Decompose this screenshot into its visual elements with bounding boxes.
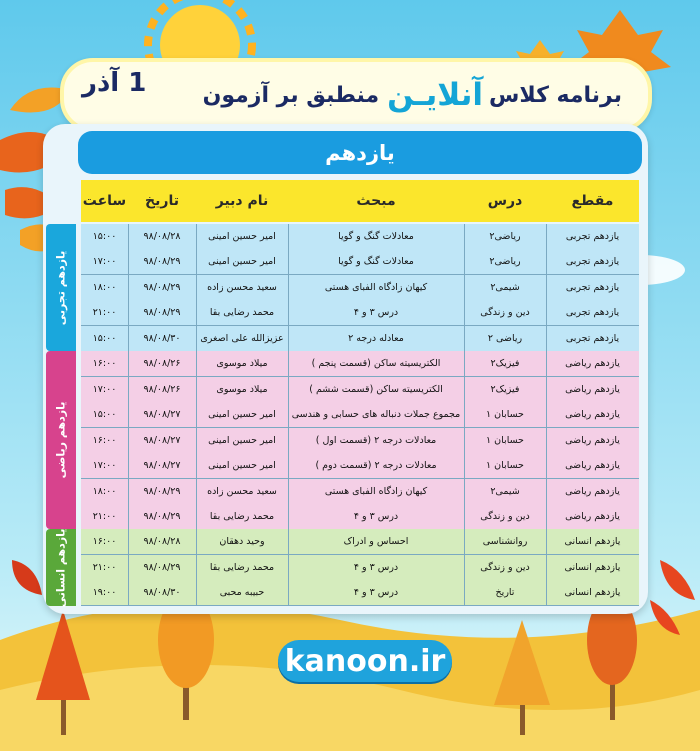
cell-topic: کیهان زادگاه الفبای هستی: [324, 485, 428, 497]
column-divider: [288, 275, 289, 300]
cell-topic: احساس و ادراک: [343, 536, 409, 548]
column-divider: [464, 351, 465, 376]
cell-date: ۹۸/۰۸/۲۹: [143, 561, 181, 573]
cell-section: یازدهم انسانی: [564, 561, 621, 573]
column-divider: [128, 479, 129, 504]
column-divider: [288, 453, 289, 478]
cell-lesson: دین و زندگی: [480, 561, 530, 573]
cell-section: یازدهم ریاضی: [565, 409, 620, 421]
column-divider: [464, 580, 465, 605]
column-divider: [196, 300, 197, 325]
cell-lesson: فیزیک۲: [490, 358, 520, 370]
column-divider: [546, 377, 547, 402]
cell-time: ۲۱:۰۰: [92, 307, 117, 319]
title-date: 1 آذر: [82, 68, 147, 98]
cell-time: ۱۸:۰۰: [92, 485, 117, 497]
header-time: ساعت: [82, 193, 127, 209]
cell-teacher: امیر حسین امینی: [208, 460, 276, 472]
cell-teacher: سعید محسن زاده: [207, 281, 277, 293]
cell-topic: الکتریسیته ساکن (قسمت ششم ): [309, 383, 443, 395]
column-divider: [128, 351, 129, 376]
cell-teacher: عزیزالله علی اصغری: [200, 332, 284, 344]
column-divider: [464, 402, 465, 427]
table-row: [81, 351, 639, 377]
cell-section: یازدهم ریاضی: [565, 383, 620, 395]
title-online: آنلایـن: [387, 77, 484, 113]
table-row: [81, 580, 639, 606]
cell-section: یازدهم تجربی: [565, 307, 620, 319]
grade-banner: یازدهم: [78, 131, 642, 174]
column-divider: [196, 504, 197, 529]
cell-time: ۱۷:۰۰: [92, 383, 117, 395]
column-divider: [288, 224, 289, 249]
cell-topic: درس ۳ و ۴: [353, 561, 399, 573]
cell-time: ۱۷:۰۰: [92, 256, 117, 268]
column-divider: [464, 300, 465, 325]
column-divider: [288, 300, 289, 325]
column-divider: [196, 402, 197, 427]
header-topic: مبحث: [356, 193, 396, 209]
cell-lesson: روانشناسی: [482, 536, 528, 548]
column-divider: [196, 351, 197, 376]
cell-date: ۹۸/۰۸/۲۷: [143, 409, 181, 421]
cell-date: ۹۸/۰۸/۳۰: [143, 587, 181, 599]
column-divider: [128, 402, 129, 427]
header-date: تاریخ: [145, 193, 179, 209]
group-label-text: یازدهم تجربی: [54, 250, 68, 325]
column-divider: [288, 402, 289, 427]
column-divider: [288, 529, 289, 554]
column-divider: [546, 580, 547, 605]
group-label: [46, 224, 76, 351]
cell-time: ۱۸:۰۰: [92, 281, 117, 293]
group-label: [46, 529, 76, 605]
table-row: [81, 326, 639, 352]
cell-topic: مجموع جملات دنباله های حسابی و هندسی: [291, 409, 461, 421]
cell-date: ۹۸/۰۸/۲۸: [143, 231, 181, 242]
cell-teacher: میلاد موسوی: [216, 383, 268, 395]
cell-lesson: دین و زندگی: [480, 510, 530, 522]
cell-lesson: حسابان ۱: [486, 460, 524, 472]
column-divider: [464, 224, 465, 249]
cell-lesson: ریاضی۲: [489, 256, 521, 268]
cell-teacher: میلاد موسوی: [216, 358, 268, 370]
cell-topic: کیهان زادگاه الفبای هستی: [324, 281, 428, 293]
column-divider: [196, 580, 197, 605]
cell-date: ۹۸/۰۸/۲۶: [143, 358, 181, 370]
cell-time: ۱۵:۰۰: [92, 332, 117, 344]
cell-section: یازدهم تجربی: [565, 256, 620, 268]
table-row: [81, 428, 639, 454]
cell-section: یازدهم ریاضی: [565, 460, 620, 472]
group-label-text: یازدهم انسانی: [54, 528, 68, 607]
cell-time: ۲۱:۰۰: [92, 561, 117, 573]
cell-section: یازدهم تجربی: [565, 332, 620, 344]
cell-date: ۹۸/۰۸/۲۶: [143, 383, 181, 395]
column-divider: [128, 224, 129, 249]
column-divider: [196, 453, 197, 478]
column-divider: [464, 555, 465, 580]
cell-topic: معادلات گنگ و گویا: [338, 231, 414, 242]
column-divider: [546, 402, 547, 427]
cell-section: یازدهم ریاضی: [565, 510, 620, 522]
column-divider: [288, 504, 289, 529]
column-divider: [546, 224, 547, 249]
cell-lesson: تاریخ: [495, 587, 515, 599]
cell-topic: معادله درجه ۲: [348, 332, 404, 344]
cell-section: یازدهم انسانی: [564, 536, 621, 548]
cell-section: یازدهم ریاضی: [565, 434, 620, 446]
cell-teacher: محمد رضایی بقا: [209, 307, 275, 319]
column-divider: [128, 300, 129, 325]
column-divider: [196, 275, 197, 300]
column-divider: [288, 580, 289, 605]
table-row: [81, 555, 639, 581]
column-divider: [128, 275, 129, 300]
column-divider: [546, 351, 547, 376]
cell-lesson: ریاضی ۲: [487, 332, 523, 344]
table-row: [81, 479, 639, 505]
cell-lesson: فیزیک۲: [490, 383, 520, 395]
cell-lesson: حسابان ۱: [486, 409, 524, 421]
cell-lesson: شیمی۲: [490, 281, 520, 293]
cell-section: یازدهم تجربی: [565, 231, 620, 242]
group-label-text: یازدهم ریاضی: [54, 401, 68, 479]
cell-topic: درس ۳ و ۴: [353, 307, 399, 319]
column-divider: [546, 453, 547, 478]
column-divider: [128, 555, 129, 580]
cell-section: یازدهم انسانی: [564, 587, 621, 599]
column-divider: [128, 249, 129, 274]
table-row: [81, 275, 639, 301]
cell-lesson: حسابان ۱: [486, 434, 524, 446]
table-header: [81, 180, 639, 222]
table-row: [81, 249, 639, 275]
page-title-banner: [60, 58, 652, 132]
cell-date: ۹۸/۰۸/۳۰: [143, 332, 181, 344]
column-divider: [546, 555, 547, 580]
cell-topic: درس ۳ و ۴: [353, 587, 399, 599]
title-tail: منطبق بر آزمون: [202, 82, 380, 108]
cell-teacher: حبیبه محبی: [219, 587, 265, 599]
table-row: [81, 377, 639, 403]
table-row: [81, 224, 639, 250]
cell-topic: الکتریسیته ساکن (قسمت پنجم ): [311, 358, 441, 370]
column-divider: [196, 326, 197, 351]
cell-section: یازدهم ریاضی: [565, 358, 620, 370]
column-divider: [196, 529, 197, 554]
column-divider: [196, 479, 197, 504]
header-lesson: درس: [487, 193, 523, 209]
column-divider: [196, 377, 197, 402]
cell-date: ۹۸/۰۸/۲۹: [143, 256, 181, 268]
cell-lesson: شیمی۲: [490, 485, 520, 497]
column-divider: [288, 555, 289, 580]
cell-time: ۱۹:۰۰: [92, 587, 117, 599]
kanoon-logo[interactable]: kanoon.ir: [278, 640, 452, 682]
cell-topic: معادلات گنگ و گویا: [338, 256, 414, 268]
header-section: مقطع: [571, 193, 614, 209]
column-divider: [464, 377, 465, 402]
cell-teacher: امیر حسین امینی: [208, 409, 276, 421]
column-divider: [464, 479, 465, 504]
column-divider: [546, 428, 547, 453]
cell-teacher: امیر حسین امینی: [208, 256, 276, 268]
column-divider: [128, 326, 129, 351]
column-divider: [196, 428, 197, 453]
title-main: برنامه کلاس: [489, 82, 622, 108]
cell-teacher: محمد رضایی بقا: [209, 561, 275, 573]
column-divider: [128, 529, 129, 554]
cell-section: یازدهم ریاضی: [565, 485, 620, 497]
column-divider: [546, 326, 547, 351]
cell-lesson: ریاضی۲: [489, 231, 521, 242]
column-divider: [288, 249, 289, 274]
cell-topic: معادلات درجه ۲ (قسمت دوم ): [315, 460, 437, 472]
cell-teacher: وحید دهقان: [219, 536, 265, 548]
cell-time: ۲۱:۰۰: [92, 510, 117, 522]
column-divider: [464, 529, 465, 554]
table-row: [81, 402, 639, 428]
cell-teacher: سعید محسن زاده: [207, 485, 277, 497]
table-row: [81, 529, 639, 555]
column-divider: [288, 326, 289, 351]
cell-time: ۱۶:۰۰: [92, 358, 117, 370]
column-divider: [288, 351, 289, 376]
cell-teacher: امیر حسین امینی: [208, 434, 276, 446]
column-divider: [546, 479, 547, 504]
column-divider: [464, 326, 465, 351]
cell-lesson: دین و زندگی: [480, 307, 530, 319]
column-divider: [288, 377, 289, 402]
table-row: [81, 300, 639, 326]
column-divider: [288, 428, 289, 453]
column-divider: [546, 275, 547, 300]
cell-topic: معادلات درجه ۲ (قسمت اول ): [315, 434, 437, 446]
column-divider: [546, 504, 547, 529]
column-divider: [196, 249, 197, 274]
column-divider: [464, 428, 465, 453]
table-row: [81, 504, 639, 530]
header-teacher: نام دبیر: [215, 193, 269, 209]
group-label: [46, 351, 76, 529]
column-divider: [128, 428, 129, 453]
cell-time: ۱۵:۰۰: [92, 231, 117, 242]
cell-time: ۱۶:۰۰: [92, 536, 117, 548]
cell-date: ۹۸/۰۸/۲۷: [143, 434, 181, 446]
cell-date: ۹۸/۰۸/۲۹: [143, 281, 181, 293]
column-divider: [546, 300, 547, 325]
column-divider: [196, 224, 197, 249]
cell-date: ۹۸/۰۸/۲۹: [143, 485, 181, 497]
table-row: [81, 453, 639, 479]
cell-date: ۹۸/۰۸/۲۸: [143, 536, 181, 548]
column-divider: [288, 479, 289, 504]
cell-time: ۱۷:۰۰: [92, 460, 117, 472]
cell-time: ۱۵:۰۰: [92, 409, 117, 421]
column-divider: [128, 453, 129, 478]
cell-date: ۹۸/۰۸/۲۹: [143, 307, 181, 319]
column-divider: [464, 275, 465, 300]
column-divider: [128, 377, 129, 402]
column-divider: [464, 453, 465, 478]
cell-date: ۹۸/۰۸/۲۷: [143, 460, 181, 472]
column-divider: [128, 504, 129, 529]
column-divider: [546, 249, 547, 274]
cell-teacher: امیر حسین امینی: [208, 231, 276, 242]
cell-date: ۹۸/۰۸/۲۹: [143, 510, 181, 522]
column-divider: [128, 580, 129, 605]
column-divider: [546, 529, 547, 554]
column-divider: [196, 555, 197, 580]
column-divider: [464, 504, 465, 529]
cell-teacher: محمد رضایی بقا: [209, 510, 275, 522]
cell-time: ۱۶:۰۰: [92, 434, 117, 446]
cell-topic: درس ۳ و ۴: [353, 510, 399, 522]
column-divider: [464, 249, 465, 274]
cell-section: یازدهم تجربی: [565, 281, 620, 293]
